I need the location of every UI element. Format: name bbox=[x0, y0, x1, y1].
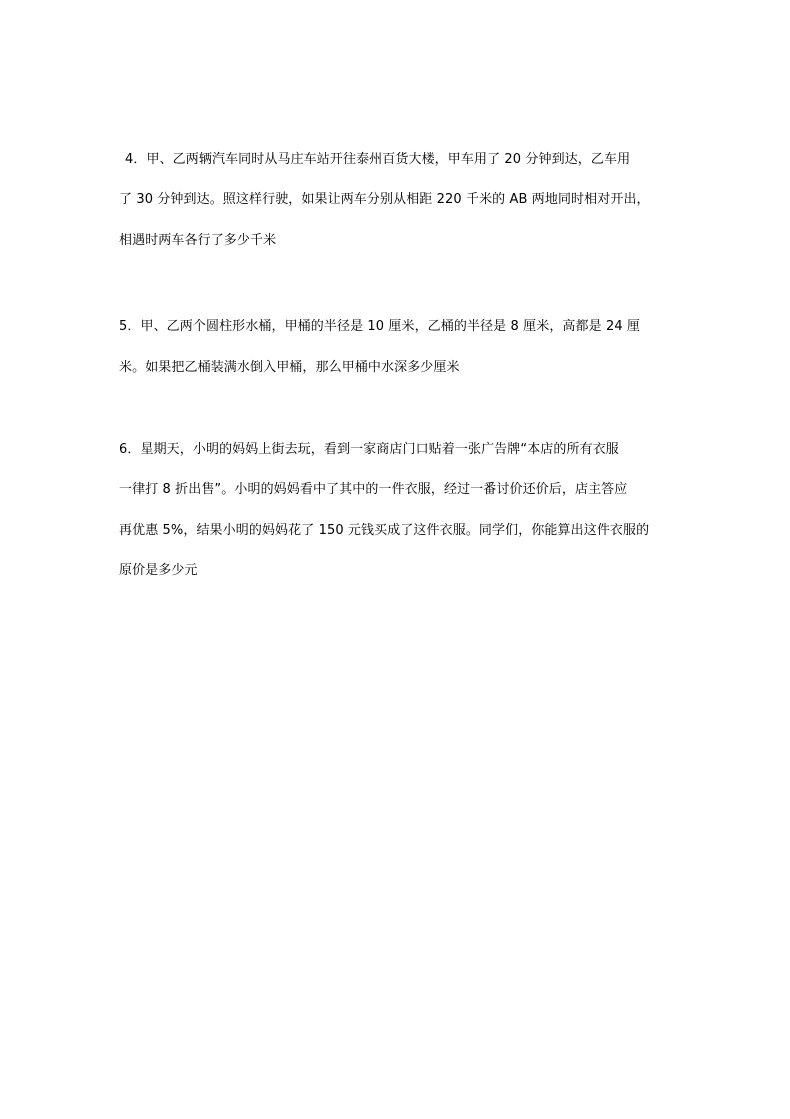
problem-6-line-1: 6．星期天，小明的妈妈上街去玩，看到一家商店门口贴着一张广告牌“本店的所有衣服 bbox=[119, 442, 619, 457]
problem-4-line-3: 相遇时两车各行了多少千米 bbox=[119, 233, 277, 248]
problem-4 bbox=[119, 150, 679, 250]
problem-6-line-2: 一律打 8 折出售”。小明的妈妈看中了其中的一件衣服，经过一番讨价还价后，店主答应 bbox=[119, 482, 628, 497]
problem-6-line-3: 再优惠 5%，结果小明的妈妈花了 150 元钱买成了这件衣服。同学们，你能算出这件衣服的 bbox=[119, 523, 650, 538]
problem-5-line-1: 5．甲、乙两个圆柱形水桶，甲桶的半径是 10 厘米，乙桶的半径是 8 厘米，高都是 24 厘 bbox=[119, 319, 641, 334]
problem-4-line-1: 4．甲、乙两辆汽车同时从马庄车站开往泰州百货大楼，甲车用了 20 分钟到达，乙车用 bbox=[125, 152, 631, 167]
problem-5 bbox=[119, 317, 679, 377]
problem-6-line-4: 原价是多少元 bbox=[119, 563, 198, 578]
problem-6 bbox=[119, 440, 679, 580]
problem-4-line-2: 了 30 分钟到达。照这样行驶，如果让两车分别从相距 220 千米的 AB 两地同时相对开出， bbox=[119, 192, 650, 207]
problem-5-line-2: 米。如果把乙桶装满水倒入甲桶，那么甲桶中水深多少厘米 bbox=[119, 360, 460, 375]
